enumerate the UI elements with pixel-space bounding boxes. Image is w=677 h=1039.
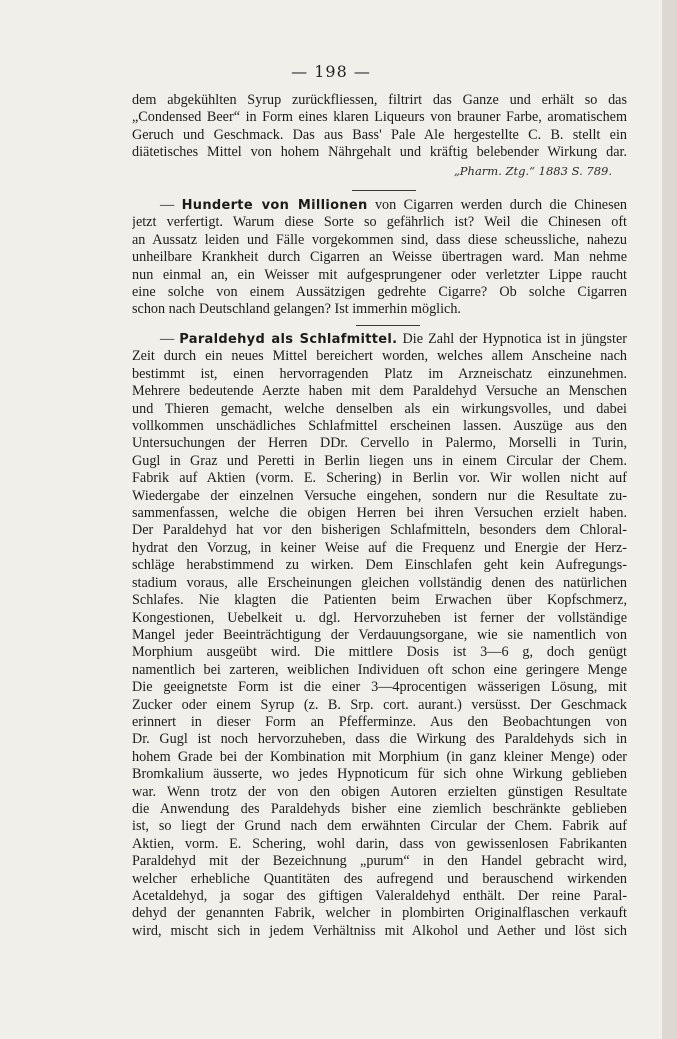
citation: „Pharm. Ztg.“ 1883 S. 789. (453, 164, 612, 178)
text-line: Gugl in Graz und Peretti in Berlin liegen uns in einem Circular der Chem. (132, 452, 627, 469)
text-line: Der Paraldehyd hat vor den bisherigen Schlafmitteln, besonders dem Chloral- (132, 522, 627, 539)
text-line: hydrat den Vorzug, in keiner Weise auf die Frequenz und Energie der Herz- (132, 539, 627, 556)
text-line: bestimmt ist, einen hervorragenden Platz im Arzneischatz einzunehmen. (132, 365, 627, 382)
text-line: Dr. Gugl ist noch hervorzuheben, dass die Wirkung des Paraldehyds sich in (132, 731, 627, 748)
text-line: Mangel jeder Beeinträchtigung der Verdauungsorgane, wie sie namentlich von (132, 626, 627, 643)
text-line: Zucker oder einem Syrup (z. B. Srp. cort. aurant.) versüsst. Der Geschmack (132, 696, 627, 713)
text-line (132, 331, 627, 348)
section-heading: Paraldehyd als Schlafmittel. (179, 332, 398, 347)
text-line: ist, so liegt der Grund nach dem erwähnten Circular der Chem. Fabrik auf (132, 818, 627, 835)
page-edge (662, 0, 677, 1039)
text-line: dem abgekühlten Syrup zurückfliessen, filtrirt das Ganze und erhält so das (132, 92, 627, 108)
text-line: Kongestionen, Uebelkeit u. dgl. Hervorzuheben ist ferner der vollständige (132, 609, 627, 626)
text-line: Schlafes. Nie klagten die Patienten beim Erwachen über Kopfschmerz, (132, 592, 627, 609)
text-line: diätetisches Mittel von hohem Nährgehalt und kräftig belebender Wirkung dar. (132, 144, 627, 161)
text-line: jetzt verfertigt. Warum diese Sorte so gefährlich ist? Weil die Chinesen oft (132, 214, 627, 231)
text-line: wird, mischt sich in jedem Verhältniss mit Alkohol und Aether und löst sich (132, 922, 627, 939)
section-divider (356, 325, 420, 326)
page-number: — 198 — (291, 62, 371, 81)
text-line: schon nach Deutschland gelangen? Ist immerhin möglich. (132, 301, 461, 318)
section-heading: Hunderte von Millionen (181, 198, 368, 213)
text-line: war. Wenn trotz der von den obigen Autoren erzielten günstigen Resultate (132, 783, 627, 800)
text-fragment: von Cigarren werden durch die Chinesen (374, 197, 627, 213)
paragraph-cigarren (132, 197, 627, 319)
text-line: dehyd der genannten Fabrik, welcher in plombirten Originalflaschen verkauft (132, 905, 627, 922)
text-line: Aktien, vorm. E. Schering, wohl darin, dass von gewissenlosen Fabrikanten (132, 835, 627, 852)
text-line: Untersuchungen der Herren DDr. Cervello in Palermo, Morselli in Turin, (132, 435, 627, 452)
text-line: Zeit durch ein neues Mittel bereichert worden, welches allem Anscheine nach (132, 348, 627, 365)
paragraph-paraldehyd (132, 331, 627, 940)
text-line: Mehrere bedeutende Aerzte haben mit dem Paraldehyd Versuche an Menschen (132, 383, 627, 400)
text-line: Fabrik auf Aktien (vorm. E. Schering) in Berlin vor. Wir wollen nicht auf (132, 470, 627, 487)
dash: — (160, 331, 175, 347)
text-line: an Aussatz leiden und Fälle vorgekommen sind, dass diese scheussliche, nahezu (132, 231, 627, 248)
text-line: vollkommen unschädliches Schlafmittel erscheinen lassen. Auszüge aus den (132, 418, 627, 435)
section-divider (352, 190, 416, 191)
text-line: eine solche von einem Aussätzigen gedrehte Cigarre? Ob solche Cigarren (132, 284, 627, 301)
text-line: Paraldehyd mit der Bezeichnung „purum“ in den Handel gebracht wird, (132, 853, 627, 870)
text-line: Bromkalium äusserte, wo jedes Hypnoticum für sich ohne Wirkung geblieben (132, 766, 627, 783)
text-line (132, 197, 627, 214)
text-line: sammenfassen, welche die obigen Herren bei ihren Versuchen erzielt haben. (132, 505, 627, 522)
text-line: Morphium ausgeübt wird. Die mittlere Dosis ist 3—6 g, doch genügt (132, 644, 627, 661)
text-line: stadium voraus, alle Erscheinungen gleichen vollständig denen des natürlichen (132, 574, 627, 591)
text-line: unheilbare Krankheit durch Cigarren an Weisse übertragen ward. Man nehme (132, 249, 627, 266)
text-line: die Anwendung des Paraldehyds bisher eine ziemlich beschränkte geblieben (132, 800, 627, 817)
text-line: schläge herabstimmend zu wirken. Dem Einschlafen geht kein Aufregungs- (132, 557, 627, 574)
text-line: erinnert in dieser Form an Pfefferminze. Aus den Beobachtungen von (132, 713, 627, 730)
text-line: welcher erhebliche Quantitäten des aufregend und berauschend wirkenden (132, 870, 627, 887)
text-fragment: Die Zahl der Hypnotica ist in jüngster (402, 331, 627, 347)
text-line: und Thieren gemacht, welche denselben als ein wirkungsvolles, und dabei (132, 400, 627, 417)
text-line: Die geeignetste Form ist die einer 3—4procentigen wässerigen Lösung, mit (132, 679, 627, 696)
text-line: Acetaldehyd, ja sogar des giftigen Valeraldehyd enthält. Der reine Paral- (132, 888, 627, 904)
paragraph-continuation (132, 92, 627, 162)
text-line: Wiedergabe der einzelnen Versuche eingehen, sondern nur die Resultate zu- (132, 487, 627, 504)
text-line: Geruch und Geschmack. Das aus Bass' Pale Ale hergestellte C. B. stellt ein (132, 126, 627, 143)
text-line: namentlich bei zarteren, weiblichen Individuen oft schon eine geringere Menge (132, 661, 627, 678)
dash: — (160, 197, 175, 213)
text-line: „Condensed Beer“ in Form eines klaren Liqueurs von brauner Farbe, aromatischem (132, 109, 627, 126)
text-line: nun einmal an, ein Weisser mit aufgesprungener oder verletzter Lippe raucht (132, 266, 627, 283)
text-line: hohem Grade bei der Kombination mit Morphium (in ganz kleiner Menge) oder (132, 748, 627, 765)
